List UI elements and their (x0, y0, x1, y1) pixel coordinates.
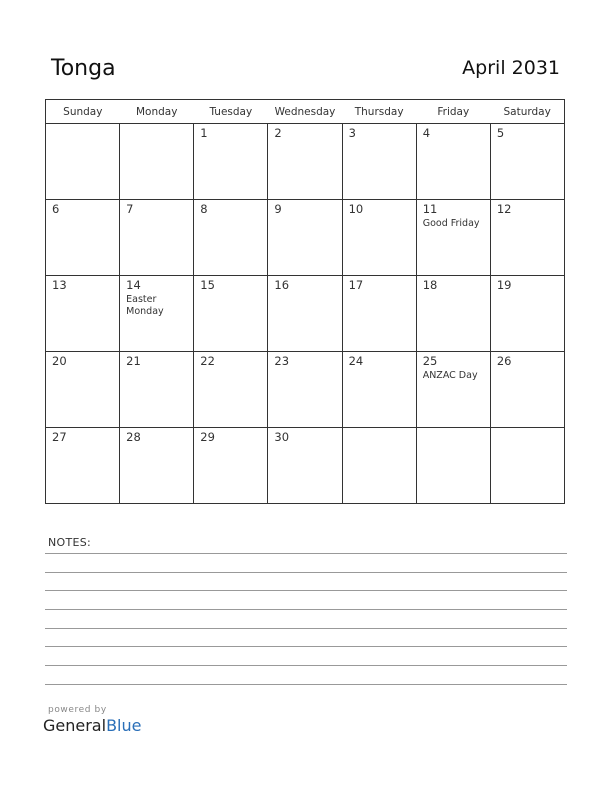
day-cell (194, 276, 268, 352)
day-number: 12 (496, 202, 512, 216)
weekday-header: Tuesday (194, 100, 268, 124)
day-cell (46, 276, 120, 352)
note-line (45, 590, 567, 591)
day-number: 18 (422, 278, 438, 292)
day-cell (194, 428, 268, 504)
day-cell (416, 276, 490, 352)
note-line (45, 628, 567, 629)
day-cell (120, 200, 194, 276)
day-cell (120, 352, 194, 428)
day-cell (416, 352, 490, 428)
day-number: 29 (200, 430, 215, 444)
day-cell (46, 352, 120, 428)
holiday-label: ANZAC Day (422, 370, 478, 381)
day-number: 10 (348, 202, 364, 216)
day-cell (268, 352, 342, 428)
day-number: 27 (52, 430, 67, 444)
day-cell (46, 124, 120, 200)
day-cell (268, 200, 342, 276)
weekday-header: Saturday (490, 100, 564, 124)
day-cell (490, 200, 564, 276)
calendar-grid (45, 99, 565, 504)
brand-blue: Blue (106, 716, 142, 735)
holiday-label: Good Friday (422, 218, 480, 229)
day-number: 11 (422, 202, 438, 216)
day-number: 9 (274, 202, 282, 216)
day-cell (342, 428, 416, 504)
note-line (45, 665, 567, 666)
day-number: 30 (274, 430, 290, 444)
day-cell (268, 276, 342, 352)
day-cell (490, 124, 564, 200)
day-cell (342, 352, 416, 428)
day-cell (268, 124, 342, 200)
week-row (46, 124, 565, 200)
day-cell (342, 124, 416, 200)
day-cell (490, 276, 564, 352)
day-cell (490, 352, 564, 428)
notes-label: NOTES: (48, 536, 92, 549)
day-number: 7 (126, 202, 134, 216)
powered-by-label: powered by (48, 705, 107, 715)
brand-logo (43, 716, 141, 735)
day-number: 13 (52, 278, 67, 292)
day-number: 2 (274, 126, 282, 140)
note-line (45, 572, 567, 573)
day-number: 26 (496, 354, 512, 368)
day-cell (342, 200, 416, 276)
weekday-header: Wednesday (268, 100, 342, 124)
day-number: 14 (126, 278, 141, 292)
day-cell (120, 124, 194, 200)
note-line (45, 646, 567, 647)
day-cell (194, 200, 268, 276)
page-title-month: April 2031 (462, 57, 560, 79)
weekday-header: Friday (416, 100, 490, 124)
day-number: 3 (348, 126, 356, 140)
week-row (46, 428, 565, 504)
week-row (46, 276, 565, 352)
day-cell (194, 124, 268, 200)
day-number: 25 (422, 354, 438, 368)
day-cell (194, 352, 268, 428)
day-cell (268, 428, 342, 504)
note-line (45, 609, 567, 610)
day-number: 8 (200, 202, 208, 216)
holiday-label: Easter Monday (126, 294, 164, 317)
day-number: 1 (200, 126, 208, 140)
weekday-header-row (46, 100, 565, 124)
day-cell (46, 428, 120, 504)
weekday-header: Monday (120, 100, 194, 124)
note-line (45, 553, 567, 554)
day-number: 6 (52, 202, 60, 216)
day-cell (416, 428, 490, 504)
brand-general: General (43, 716, 107, 735)
day-number: 15 (200, 278, 215, 292)
weekday-header: Sunday (46, 100, 120, 124)
day-number: 19 (496, 278, 512, 292)
day-number: 16 (274, 278, 290, 292)
day-number: 24 (348, 354, 364, 368)
day-cell (490, 428, 564, 504)
day-number: 21 (126, 354, 141, 368)
day-number: 20 (52, 354, 67, 368)
day-number: 22 (200, 354, 215, 368)
day-cell (342, 276, 416, 352)
day-cell (416, 124, 490, 200)
day-cell (416, 200, 490, 276)
day-cell (120, 428, 194, 504)
weekday-header: Thursday (342, 100, 416, 124)
day-cell (120, 276, 194, 352)
day-cell (46, 200, 120, 276)
day-number: 23 (274, 354, 290, 368)
week-row (46, 200, 565, 276)
day-number: 5 (496, 126, 505, 140)
note-line (45, 684, 567, 685)
day-number: 4 (422, 126, 431, 140)
page-title-country: Tonga (51, 56, 116, 81)
day-number: 28 (126, 430, 141, 444)
day-number: 17 (348, 278, 364, 292)
week-row (46, 352, 565, 428)
